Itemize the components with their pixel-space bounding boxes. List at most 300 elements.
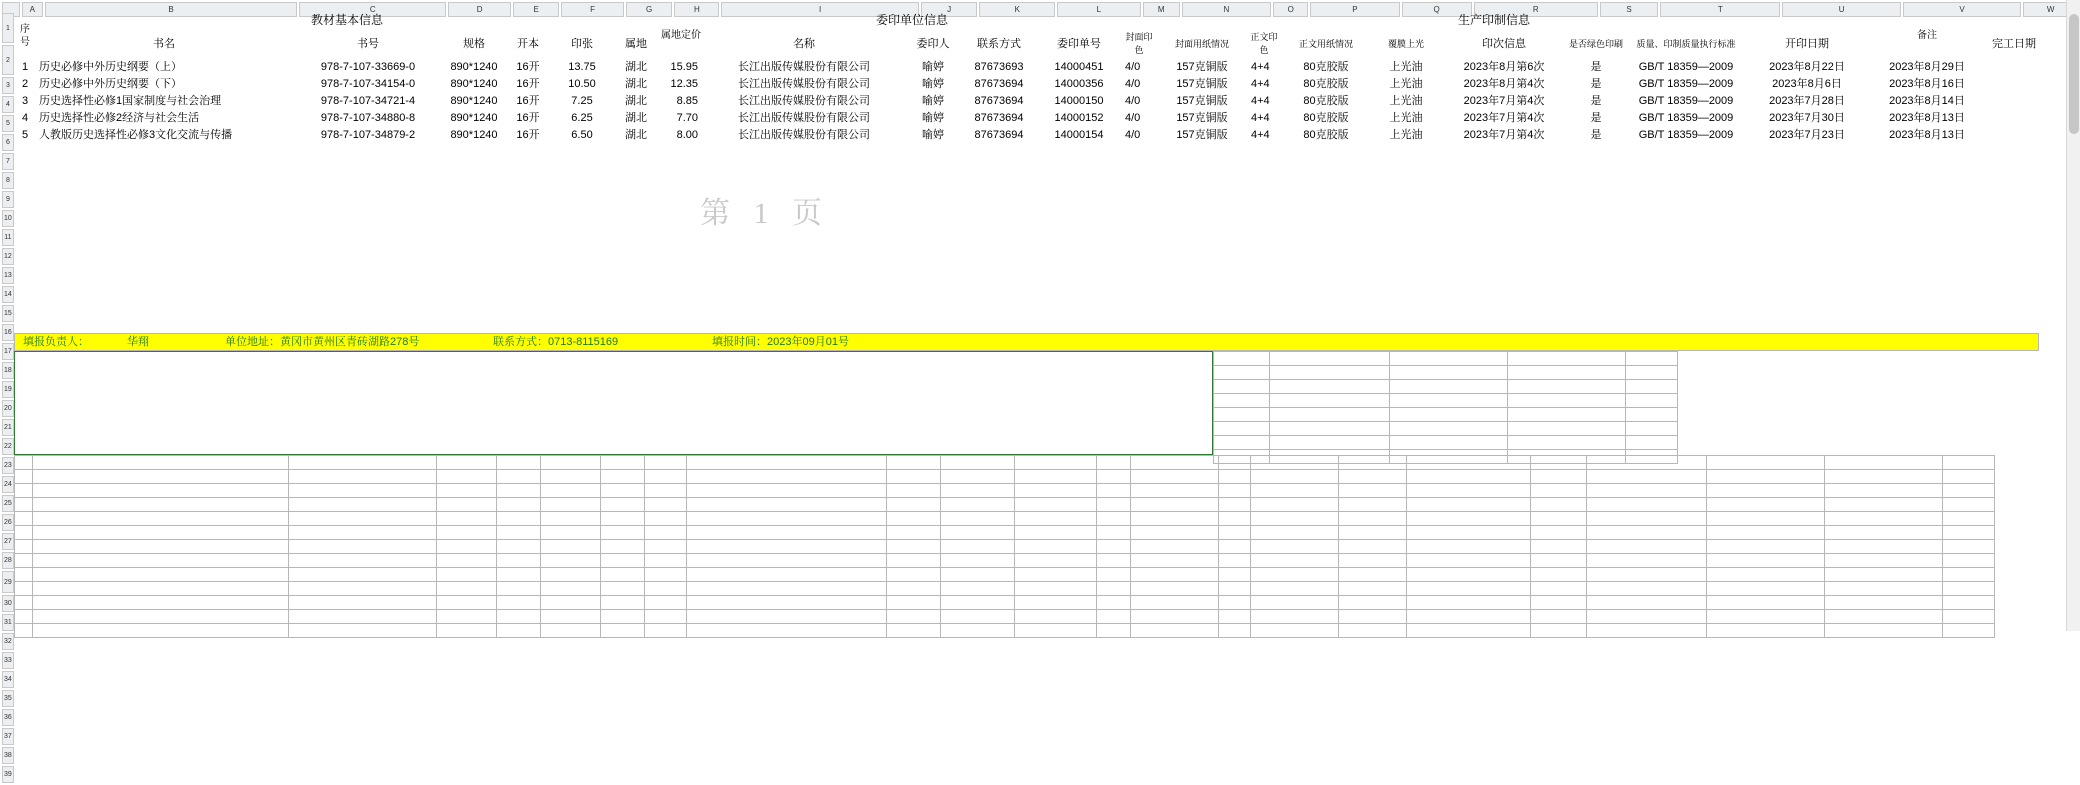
cell-empty <box>687 582 887 596</box>
row-header-9[interactable]: 9 <box>2 191 14 208</box>
cell-empty <box>1407 582 1531 596</box>
row-header-12[interactable]: 12 <box>2 248 14 265</box>
row-header-10[interactable]: 10 <box>2 210 14 227</box>
cell-empty <box>660 298 702 313</box>
cell-empty <box>497 554 541 568</box>
cell-empty <box>1626 408 1678 422</box>
cell-empty <box>1282 281 1370 296</box>
row-header-5[interactable]: 5 <box>2 115 14 132</box>
cell-empty <box>1122 264 1156 279</box>
cell-empty <box>1707 512 1825 526</box>
row-header-25[interactable]: 25 <box>2 495 14 512</box>
cell-empty <box>1097 610 1131 624</box>
cell-empty <box>906 281 960 296</box>
cell-cover-paper: 157克铜版 <box>1176 112 1228 124</box>
cell-empty <box>1943 470 1995 484</box>
cell-empty <box>1131 568 1219 582</box>
cell-empty <box>1626 366 1678 380</box>
column-header-D[interactable]: D <box>448 2 510 17</box>
cell-empty <box>36 230 292 245</box>
cell-contact-person: 喻婷 <box>922 129 944 141</box>
row-header-37[interactable]: 37 <box>2 728 14 745</box>
row-header-34[interactable]: 34 <box>2 671 14 688</box>
cell-empty <box>1248 179 1280 194</box>
cell-empty <box>962 145 1036 160</box>
cell-empty <box>16 247 34 262</box>
cell-empty <box>1270 352 1390 366</box>
cell-empty <box>1707 456 1825 470</box>
cell-empty <box>1282 247 1370 262</box>
cell-empty <box>1988 349 2040 364</box>
cell-finish-date: 2023年8月14日 <box>1889 95 1965 107</box>
cell-empty <box>294 298 442 313</box>
row-header-22[interactable]: 22 <box>2 438 14 455</box>
table-row[interactable] <box>16 77 2040 92</box>
cell-empty <box>1825 568 1943 582</box>
column-header-R[interactable]: R <box>1474 2 1598 17</box>
cell-empty <box>1015 596 1097 610</box>
row-header-21[interactable]: 21 <box>2 419 14 436</box>
cell-empty <box>1868 349 1986 364</box>
cell-empty <box>962 315 1036 330</box>
cell-province: 湖北 <box>625 129 647 141</box>
row-header-20[interactable]: 20 <box>2 400 14 417</box>
cell-empty <box>1531 568 1587 582</box>
cell-empty <box>16 162 34 177</box>
cell-start-date: 2023年8月22日 <box>1769 61 1845 73</box>
cell-empty <box>660 281 702 296</box>
cell-province: 湖北 <box>625 61 647 73</box>
column-header-S[interactable]: S <box>1600 2 1658 17</box>
cell-empty <box>497 582 541 596</box>
row-header-19[interactable]: 19 <box>2 381 14 398</box>
cell-empty <box>1748 145 1866 160</box>
cell-lamination: 上光油 <box>1389 95 1423 107</box>
row-header-31[interactable]: 31 <box>2 614 14 631</box>
cell-empty <box>1868 400 1986 415</box>
cell-empty <box>437 456 497 470</box>
cell-empty <box>704 145 904 160</box>
cell-green-print: 是 <box>1590 95 1602 107</box>
cell-empty <box>1372 247 1440 262</box>
cell-quality-standard: GB/T 18359—2009 <box>1638 95 1734 107</box>
column-header-A[interactable]: A <box>22 2 44 17</box>
cell-empty <box>1339 596 1407 610</box>
cell-empty <box>1251 470 1339 484</box>
cell-empty <box>1282 315 1370 330</box>
column-header-L[interactable]: L <box>1057 2 1141 17</box>
cell-empty <box>444 281 504 296</box>
cell-empty <box>1626 264 1746 279</box>
cell-empty <box>1868 298 1986 313</box>
table-row-empty[interactable] <box>16 264 2040 279</box>
cell-empty <box>1038 281 1120 296</box>
column-header-G[interactable]: G <box>626 2 673 17</box>
cell-empty <box>541 456 601 470</box>
cell-empty <box>601 470 645 484</box>
table-row-empty[interactable] <box>16 281 2040 296</box>
column-header-O[interactable]: O <box>1273 2 1308 17</box>
row-header-24[interactable]: 24 <box>2 476 14 493</box>
cell-empty <box>941 512 1015 526</box>
cell-empty <box>437 512 497 526</box>
cell-empty <box>1097 470 1131 484</box>
row-header-17[interactable]: 17 <box>2 343 14 360</box>
cell-empty <box>552 162 612 177</box>
cell-empty <box>1587 540 1707 554</box>
vertical-scrollbar-thumb[interactable] <box>2069 14 2079 134</box>
cell-green-print: 是 <box>1590 78 1602 90</box>
column-header-Q[interactable]: Q <box>1402 2 1472 17</box>
table-row-empty[interactable] <box>16 179 2040 194</box>
cell-empty <box>1707 582 1825 596</box>
cell-empty <box>497 526 541 540</box>
cell-empty <box>1531 540 1587 554</box>
cell-empty <box>645 596 687 610</box>
cell-empty <box>36 281 292 296</box>
cell-empty <box>1248 298 1280 313</box>
cell-empty <box>1825 610 1943 624</box>
cell-empty <box>444 230 504 245</box>
header-print-batch: 印次信息 <box>1482 37 1526 50</box>
row-header-4[interactable]: 4 <box>2 96 14 113</box>
cell-empty <box>1097 526 1131 540</box>
cell-empty <box>906 145 960 160</box>
row-header-26[interactable]: 26 <box>2 514 14 531</box>
cell-empty <box>687 540 887 554</box>
cell-empty <box>962 281 1036 296</box>
column-header-W[interactable]: W <box>2023 2 2078 17</box>
cell-empty <box>506 213 550 228</box>
cell-empty <box>962 298 1036 313</box>
cell-remark <box>1988 60 2040 75</box>
cell-empty <box>1988 417 2040 432</box>
cell-empty <box>645 456 687 470</box>
cell-empty <box>1251 526 1339 540</box>
cell-empty <box>1214 352 1270 366</box>
cell-empty <box>601 554 645 568</box>
cell-empty <box>704 315 904 330</box>
cell-contact-phone: 87673694 <box>974 95 1024 107</box>
cell-empty <box>1988 281 2040 296</box>
row-header-35[interactable]: 35 <box>2 690 14 707</box>
row-header-6[interactable]: 6 <box>2 134 14 151</box>
header-sheets: 印张 <box>571 37 593 50</box>
cell-empty <box>1825 582 1943 596</box>
cell-empty <box>506 145 550 160</box>
cell-client-name: 长江出版传媒股份有限公司 <box>738 61 870 73</box>
table-row-empty[interactable] <box>16 162 2040 177</box>
cell-empty <box>1707 470 1825 484</box>
cell-empty <box>1707 526 1825 540</box>
table-row[interactable] <box>16 128 2040 143</box>
cell-empty <box>1442 162 1566 177</box>
cell-empty <box>1122 247 1156 262</box>
column-header-F[interactable]: F <box>561 2 623 17</box>
cell-empty <box>1988 366 2040 381</box>
cell-empty <box>660 179 702 194</box>
cell-empty <box>36 247 292 262</box>
cell-print-batch: 2023年7月第4次 <box>1463 95 1545 107</box>
cell-empty <box>1587 470 1707 484</box>
row-header-36[interactable]: 36 <box>2 709 14 726</box>
cell-empty <box>16 179 34 194</box>
table-row-empty[interactable] <box>15 568 1995 582</box>
cell-empty <box>289 456 437 470</box>
table-row[interactable] <box>16 60 2040 75</box>
table-row-empty[interactable] <box>16 213 2040 228</box>
cell-empty <box>687 596 887 610</box>
cell-empty <box>941 554 1015 568</box>
column-header-K[interactable]: K <box>979 2 1055 17</box>
column-header-H[interactable]: H <box>674 2 719 17</box>
table-row-empty[interactable] <box>15 610 1995 624</box>
cell-empty <box>687 568 887 582</box>
cell-empty <box>1015 610 1097 624</box>
cell-empty <box>1748 230 1866 245</box>
cell-empty <box>1339 554 1407 568</box>
row-header-18[interactable]: 18 <box>2 362 14 379</box>
header-client-name: 名称 <box>793 37 815 50</box>
cell-remark <box>1988 111 2040 126</box>
table-row-empty[interactable] <box>16 230 2040 245</box>
column-header-M[interactable]: M <box>1143 2 1180 17</box>
cell-empty <box>497 512 541 526</box>
row-header-1[interactable]: 1 <box>2 13 14 43</box>
table-row-empty[interactable] <box>16 247 2040 262</box>
cell-empty <box>1568 145 1624 160</box>
cell-empty <box>1122 179 1156 194</box>
cell-empty <box>506 315 550 330</box>
cell-empty <box>1442 145 1566 160</box>
cell-empty <box>1015 456 1097 470</box>
cell-empty <box>1270 422 1390 436</box>
column-header-N[interactable]: N <box>1182 2 1271 17</box>
table-row-empty[interactable] <box>15 554 1995 568</box>
cell-empty <box>962 196 1036 211</box>
table-row-empty[interactable] <box>16 145 2040 160</box>
cell-empty <box>1868 230 1986 245</box>
cell-empty <box>1407 568 1531 582</box>
row-header-14[interactable]: 14 <box>2 286 14 303</box>
cell-empty <box>1270 380 1390 394</box>
table-row-empty[interactable] <box>16 298 2040 313</box>
cell-contact-person: 喻婷 <box>922 78 944 90</box>
cell-empty <box>541 554 601 568</box>
cell-empty <box>1214 436 1270 450</box>
cell-empty <box>1825 526 1943 540</box>
table-row-empty[interactable] <box>15 498 1995 512</box>
cell-empty <box>1038 162 1120 177</box>
cell-empty <box>1097 582 1131 596</box>
cell-empty <box>33 582 289 596</box>
cell-empty <box>1748 298 1866 313</box>
table-row-empty[interactable] <box>15 540 1995 554</box>
row-header-30[interactable]: 30 <box>2 595 14 612</box>
cell-empty <box>1988 468 2040 483</box>
cell-empty <box>1219 610 1251 624</box>
row-header-13[interactable]: 13 <box>2 267 14 284</box>
table-row-empty[interactable] <box>15 456 1995 470</box>
cell-empty <box>887 540 941 554</box>
cell-empty <box>601 498 645 512</box>
notes-merged-cell[interactable] <box>14 351 1213 455</box>
table-row-empty[interactable] <box>16 315 2040 330</box>
column-header-U[interactable]: U <box>1782 2 1900 17</box>
cell-empty <box>1531 484 1587 498</box>
table-row-empty[interactable] <box>15 596 1995 610</box>
column-header-P[interactable]: P <box>1310 2 1399 17</box>
cell-cover-paper: 157克铜版 <box>1176 61 1228 73</box>
cell-empty <box>1372 162 1440 177</box>
vertical-scrollbar[interactable] <box>2066 0 2080 631</box>
cell-empty <box>552 230 612 245</box>
cell-empty <box>1339 610 1407 624</box>
row-header-32[interactable]: 32 <box>2 633 14 650</box>
cell-empty <box>645 568 687 582</box>
cell-empty <box>15 568 33 582</box>
cell-order-no: 14000451 <box>1054 61 1104 73</box>
table-row[interactable] <box>16 94 2040 109</box>
cell-sheets: 7.25 <box>571 95 593 107</box>
cell-empty <box>1626 436 1678 450</box>
column-header-C[interactable]: C <box>299 2 446 17</box>
cell-empty <box>289 582 437 596</box>
cell-empty <box>16 264 34 279</box>
cell-empty <box>16 315 34 330</box>
cell-empty <box>887 568 941 582</box>
cell-empty <box>289 610 437 624</box>
row-header-27[interactable]: 27 <box>2 533 14 550</box>
cell-empty <box>1219 554 1251 568</box>
cell-empty <box>497 596 541 610</box>
cell-empty <box>1943 512 1995 526</box>
cell-empty <box>1038 315 1120 330</box>
header-order-no: 委印单号 <box>1057 37 1101 50</box>
cell-empty <box>289 596 437 610</box>
row-header-8[interactable]: 8 <box>2 172 14 189</box>
table-group-header-row <box>16 13 2040 28</box>
cell-empty <box>444 264 504 279</box>
footer-info-strip[interactable] <box>14 333 2039 351</box>
cell-empty <box>1707 610 1825 624</box>
cell-empty <box>1748 162 1866 177</box>
cell-empty <box>1038 196 1120 211</box>
cell-empty <box>906 179 960 194</box>
column-header-I[interactable]: I <box>721 2 919 17</box>
cell-empty <box>552 213 612 228</box>
table-row-empty[interactable] <box>15 582 1995 596</box>
column-header-T[interactable]: T <box>1660 2 1780 17</box>
cell-empty <box>1508 394 1626 408</box>
cell-empty <box>1248 247 1280 262</box>
row-header-38[interactable]: 38 <box>2 747 14 764</box>
cell-empty <box>1988 383 2040 398</box>
header-price: 属地定价 <box>661 30 701 41</box>
cell-empty <box>1372 179 1440 194</box>
row-header-28[interactable]: 28 <box>2 552 14 569</box>
cell-empty <box>506 281 550 296</box>
footer-address-value: 黄冈市黄州区青砖湖路278号 <box>280 336 420 348</box>
cell-empty <box>444 315 504 330</box>
cell-empty <box>1868 179 1986 194</box>
cell-empty <box>601 582 645 596</box>
cell-empty <box>1390 380 1508 394</box>
cell-empty <box>660 145 702 160</box>
cell-text-color: 4+4 <box>1251 61 1270 73</box>
cell-price: 8.00 <box>676 129 698 141</box>
table-row-empty[interactable] <box>15 512 1995 526</box>
cell-province: 湖北 <box>625 95 647 107</box>
cell-empty <box>15 512 33 526</box>
row-header-15[interactable]: 15 <box>2 305 14 322</box>
cell-empty <box>1531 456 1587 470</box>
row-header-11[interactable]: 11 <box>2 229 14 246</box>
cell-empty <box>1988 485 2040 500</box>
cell-empty <box>601 484 645 498</box>
cell-empty <box>1339 512 1407 526</box>
cell-empty <box>552 196 612 211</box>
column-header-E[interactable]: E <box>513 2 560 17</box>
row-header-29[interactable]: 29 <box>2 571 14 593</box>
cell-empty <box>1868 366 1986 381</box>
cell-empty <box>687 498 887 512</box>
cell-contact-person: 喻婷 <box>922 61 944 73</box>
row-header-2[interactable]: 2 <box>2 45 14 75</box>
cell-green-print: 是 <box>1590 112 1602 124</box>
cell-empty <box>687 470 887 484</box>
row-header-16[interactable]: 16 <box>2 324 14 341</box>
cell-empty <box>1943 596 1995 610</box>
column-header-B[interactable]: B <box>45 2 297 17</box>
cell-empty <box>541 540 601 554</box>
cell-empty <box>1214 394 1270 408</box>
cell-empty <box>614 162 658 177</box>
cell-empty <box>294 162 442 177</box>
cell-empty <box>1339 582 1407 596</box>
table-row-empty[interactable] <box>15 470 1995 484</box>
column-header-J[interactable]: J <box>921 2 977 17</box>
cell-empty <box>1372 281 1440 296</box>
footer-address-label: 单位地址： <box>225 336 280 348</box>
table-row[interactable] <box>16 111 2040 126</box>
cell-contact-phone: 87673694 <box>974 78 1024 90</box>
cell-empty <box>1282 230 1370 245</box>
row-header-39[interactable]: 39 <box>2 766 14 783</box>
cell-empty <box>1626 162 1746 177</box>
table-row-empty[interactable] <box>15 526 1995 540</box>
table-row-empty[interactable] <box>16 196 2040 211</box>
cell-empty <box>444 247 504 262</box>
row-header-33[interactable]: 33 <box>2 652 14 669</box>
cell-empty <box>1282 162 1370 177</box>
cell-empty <box>1248 264 1280 279</box>
cell-order-no: 14000152 <box>1054 112 1104 124</box>
row-header-3[interactable]: 3 <box>2 77 14 94</box>
cell-empty <box>660 196 702 211</box>
cell-empty <box>1568 179 1624 194</box>
cell-empty <box>444 196 504 211</box>
column-header-V[interactable]: V <box>1903 2 2021 17</box>
row-header-23[interactable]: 23 <box>2 457 14 474</box>
cell-empty <box>887 456 941 470</box>
cell-empty <box>15 596 33 610</box>
row-header-7[interactable]: 7 <box>2 153 14 170</box>
cell-empty <box>33 484 289 498</box>
cell-empty <box>1270 436 1390 450</box>
table-row-empty[interactable] <box>15 484 1995 498</box>
cell-empty <box>1390 352 1508 366</box>
